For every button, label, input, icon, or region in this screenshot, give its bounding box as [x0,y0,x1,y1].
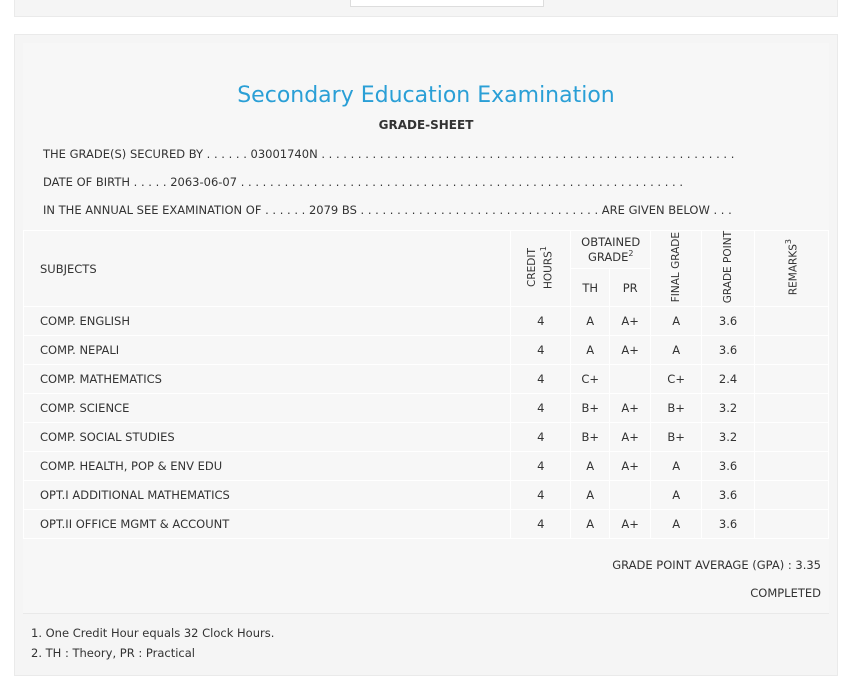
remarks-cell [755,481,829,510]
footnotes [23,613,829,664]
table-row [24,365,829,394]
header-final-grade: FINAL GRADE [651,231,702,307]
pr-cell: A+ [610,394,651,423]
point-cell: 3.2 [702,423,755,452]
credit-cell: 4 [511,481,571,510]
point-cell: 3.6 [702,336,755,365]
grade-secured-line: THE GRADE(S) SECURED BY . . . . . . 03001740N . . . . . . . . . . . . . . . . . . . . . . . . . . . . . . . . . . . . . . . . . . . . . . . . . . . . . . . . . [43,147,735,161]
point-cell: 3.6 [702,452,755,481]
final-cell: A [651,336,702,365]
top-strip [14,0,838,17]
header-grade-point: GRADE POINT [702,231,755,307]
pr-cell: A+ [610,423,651,452]
th-cell: A [571,510,610,539]
header-credit-hours: CREDIT HOURS$^1$ [511,231,571,307]
th-cell: B+ [571,423,610,452]
pr-cell [610,481,651,510]
table-row [24,336,829,365]
header-remarks: REMARKS$^3$ [755,231,829,307]
top-control-box[interactable] [350,0,544,7]
subject-cell: COMP. HEALTH, POP & ENV EDU [24,452,511,481]
pr-cell: A+ [610,510,651,539]
remarks-cell [755,423,829,452]
pr-cell: A+ [610,336,651,365]
point-cell: 2.4 [702,365,755,394]
credit-cell: 4 [511,307,571,336]
header-th: TH [571,269,610,307]
final-cell: A [651,481,702,510]
final-cell: A [651,307,702,336]
grade-sheet-card [14,34,838,676]
th-cell: B+ [571,394,610,423]
subject-cell: COMP. SOCIAL STUDIES [24,423,511,452]
table-row [24,452,829,481]
subject-cell: COMP. MATHEMATICS [24,365,511,394]
header-pr: PR [610,269,651,307]
final-cell: A [651,452,702,481]
point-cell: 3.6 [702,481,755,510]
table-header-row [24,231,829,269]
header-subjects: SUBJECTS [24,231,511,307]
examination-line: IN THE ANNUAL SEE EXAMINATION OF . . . . . . 2079 BS . . . . . . . . . . . . . . . . . . . . . . . . . . . . . . . . . ARE GIVEN BELOW . . . [43,203,732,217]
table-row [24,423,829,452]
remarks-cell [755,365,829,394]
th-cell: C+ [571,365,610,394]
point-cell: 3.2 [702,394,755,423]
credit-cell: 4 [511,423,571,452]
final-cell: B+ [651,394,702,423]
footnote-th-pr: 2. TH : Theory, PR : Practical [31,646,195,660]
grades-table [23,230,829,539]
page-subtitle: GRADE-SHEET [378,118,474,132]
remarks-cell [755,307,829,336]
credit-cell: 4 [511,365,571,394]
credit-cell: 4 [511,336,571,365]
remarks-cell [755,510,829,539]
remarks-cell [755,452,829,481]
th-cell: A [571,336,610,365]
table-row [24,307,829,336]
th-cell: A [571,481,610,510]
final-cell: B+ [651,423,702,452]
remarks-cell [755,394,829,423]
pr-cell: A+ [610,452,651,481]
subject-cell: OPT.I ADDITIONAL MATHEMATICS [24,481,511,510]
page-title: Secondary Education Examination [237,83,615,108]
credit-cell: 4 [511,452,571,481]
final-cell: A [651,510,702,539]
subject-cell: COMP. ENGLISH [24,307,511,336]
footnote-credit-hour: 1. One Credit Hour equals 32 Clock Hours. [31,626,275,640]
table-row [24,481,829,510]
final-cell: C+ [651,365,702,394]
pr-cell [610,365,651,394]
point-cell: 3.6 [702,510,755,539]
subject-cell: OPT.II OFFICE MGMT & ACCOUNT [24,510,511,539]
credit-cell: 4 [511,510,571,539]
result-status: COMPLETED [750,586,821,600]
credit-cell: 4 [511,394,571,423]
subject-cell: COMP. SCIENCE [24,394,511,423]
th-cell: A [571,452,610,481]
remarks-cell [755,336,829,365]
subject-cell: COMP. NEPALI [24,336,511,365]
table-row [24,510,829,539]
grade-sheet-inner [23,43,829,663]
th-cell: A [571,307,610,336]
point-cell: 3.6 [702,307,755,336]
gpa-summary: GRADE POINT AVERAGE (GPA) : 3.35 [612,558,821,572]
date-of-birth-line: DATE OF BIRTH . . . . . 2063-06-07 . . . . . . . . . . . . . . . . . . . . . . . . . . . . . . . . . . . . . . . . . . . . . . . . . . . . . . . . . . . . . [43,175,684,189]
header-obtained-grade: OBTAINED GRADE$^2$ [571,231,651,269]
pr-cell: A+ [610,307,651,336]
table-row [24,394,829,423]
